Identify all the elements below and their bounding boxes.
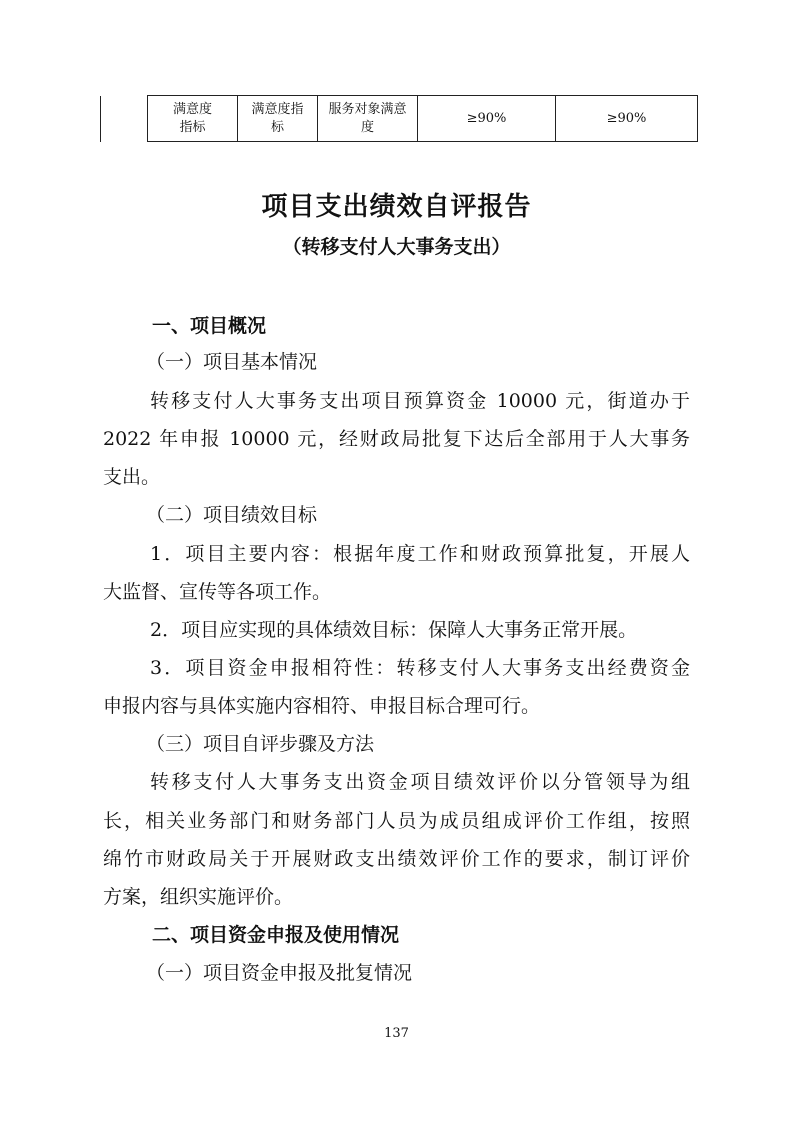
paragraph-line: 2022 年申报 10000 元，经财政局批复下达后全部用于人大事务 (103, 428, 690, 450)
section-heading-1: 一、项目概况 (152, 315, 267, 337)
paragraph-line: 转移支付人大事务支出资金项目绩效评价以分管领导为组 (150, 771, 690, 793)
subsection-heading-2-1: （一）项目资金申报及批复情况 (146, 962, 413, 984)
paragraph-line: 2．项目应实现的具体绩效目标：保障人大事务正常开展。 (150, 619, 638, 641)
table-cell-level2-indicator: 满意度指 标 (238, 96, 318, 142)
paragraph-line: 1．项目主要内容：根据年度工作和财政预算批复，开展人 (150, 543, 690, 565)
paragraph-line: 转移支付人大事务支出项目预算资金 10000 元，街道办于 (150, 390, 690, 412)
subsection-heading-1-2: （二）项目绩效目标 (146, 504, 318, 526)
subsection-heading-1-1: （一）项目基本情况 (146, 351, 318, 373)
performance-table (100, 95, 698, 142)
table-cell-level3-indicator: 服务对象满意 度 (318, 96, 418, 142)
paragraph-line: 方案，组织实施评价。 (103, 886, 294, 908)
table-cell-blank (101, 96, 148, 142)
table-cell-target-value: ≥90% (418, 96, 556, 142)
paragraph-line: 长，相关业务部门和财务部门人员为成员组成评价工作组，按照 (103, 810, 690, 832)
page-subtitle: （转移支付人大事务支出） (282, 236, 511, 258)
page-number: 137 (384, 1026, 409, 1041)
section-heading-2: 二、项目资金申报及使用情况 (152, 924, 400, 946)
paragraph-line: 大监督、宣传等各项工作。 (103, 581, 332, 603)
table-cell-actual-value: ≥90% (556, 96, 698, 142)
table-row (101, 96, 698, 142)
paragraph-line: 申报内容与具体实施内容相符、申报目标合理可行。 (103, 695, 541, 717)
table-cell-level1-indicator: 满意度 指标 (148, 96, 238, 142)
paragraph-line: 支出。 (103, 466, 161, 488)
subsection-heading-1-3: （三）项目自评步骤及方法 (146, 733, 375, 755)
page-title: 项目支出绩效自评报告 (261, 192, 532, 222)
paragraph-line: 3．项目资金申报相符性：转移支付人大事务支出经费资金 (150, 657, 690, 679)
paragraph-line: 绵竹市财政局关于开展财政支出绩效评价工作的要求，制订评价 (103, 848, 690, 870)
